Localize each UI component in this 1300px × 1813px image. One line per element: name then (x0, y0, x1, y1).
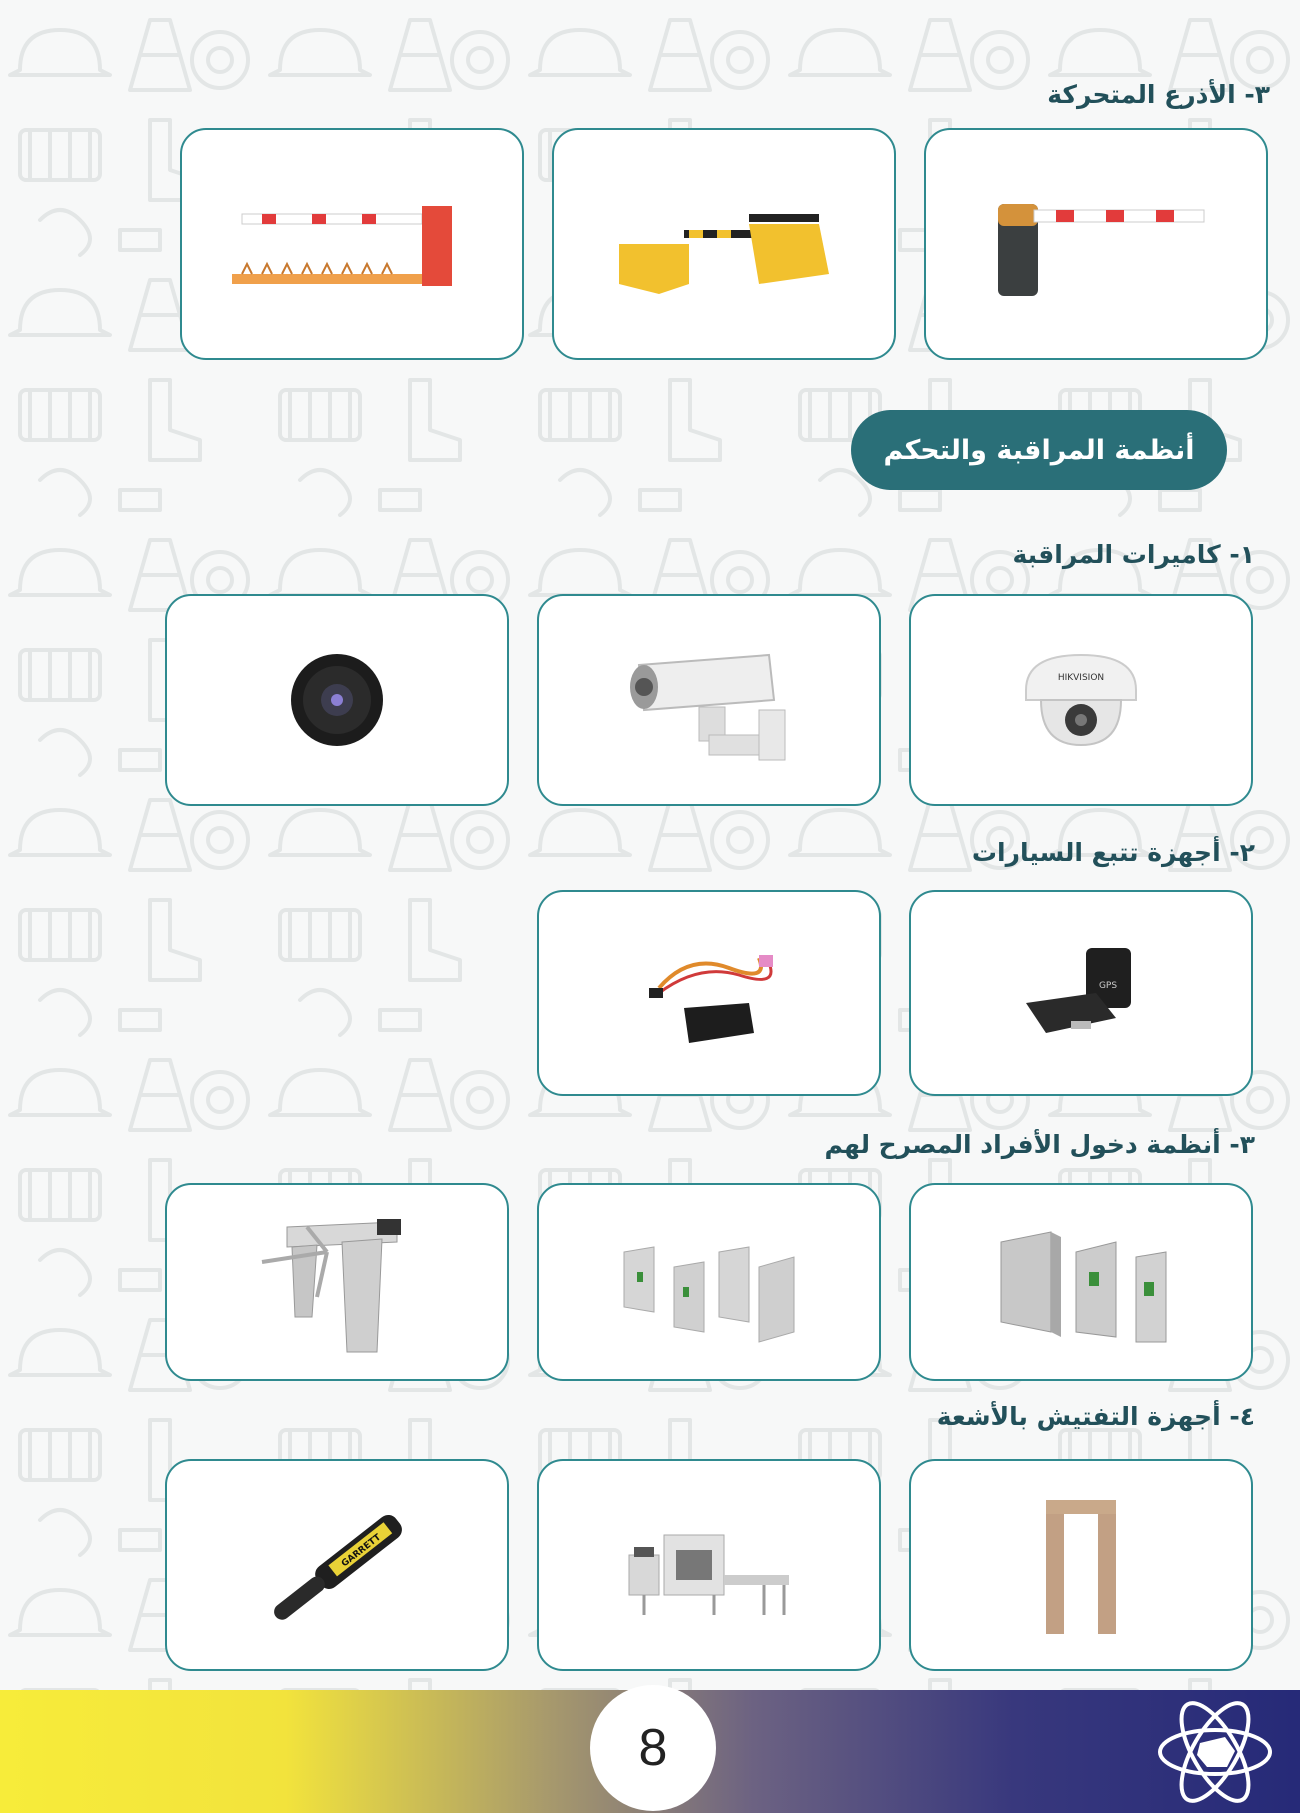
page-number: 8 (590, 1685, 716, 1811)
mini-camera-image (282, 645, 392, 755)
product-card-barrier-bollard (924, 128, 1268, 360)
spike-barrier-image (222, 184, 482, 304)
product-card-swing-gate (537, 1183, 881, 1381)
access-heading: ٣- أنظمة دخول الأفراد المصرح لهم (824, 1130, 1255, 1159)
product-card-barrier-manual (552, 128, 896, 360)
product-card-gps-tracker-a (909, 890, 1253, 1096)
vehicle-tracker-image (629, 933, 789, 1053)
product-card-bullet-camera (537, 594, 881, 806)
bullet-camera-image (619, 635, 799, 765)
product-card-barrier-spike (180, 128, 524, 360)
atom-map-logo-icon (1155, 1693, 1275, 1811)
product-card-handheld-detector (165, 1459, 509, 1671)
tripod-turnstile-image (247, 1207, 427, 1357)
xray-scanner-image (614, 1505, 804, 1625)
product-card-mini-camera (165, 594, 509, 806)
manual-barrier-image (599, 184, 849, 304)
product-card-tripod-turnstile (165, 1183, 509, 1381)
product-card-dome-camera (909, 594, 1253, 806)
section-pill-surveillance: أنظمة المراقبة والتحكم (851, 410, 1227, 490)
barriers-heading: ٣- الأذرع المتحركة (1047, 80, 1270, 109)
swing-gate-image (609, 1212, 809, 1352)
walkthrough-detector-image (1036, 1490, 1126, 1640)
gps-tracker-image (1011, 933, 1151, 1053)
xray-heading: ٤- أجهزة التفتيش بالأشعة (936, 1402, 1255, 1431)
product-card-xray-scanner (537, 1459, 881, 1671)
handheld-detector-image (252, 1500, 422, 1630)
dome-camera-brand: HIKVISION (1057, 673, 1105, 683)
product-card-walkthrough-detector (909, 1459, 1253, 1671)
trackers-heading: ٢- أجهزة تتبع السيارات (971, 838, 1255, 867)
product-card-gps-tracker-b (537, 890, 881, 1096)
cameras-heading: ١- كاميرات المراقبة (1012, 540, 1255, 569)
gps-label: GPS (1098, 981, 1118, 991)
dome-camera-image (1011, 640, 1151, 760)
barrier-arm-image (976, 184, 1216, 304)
flap-gate-image (981, 1212, 1181, 1352)
wand-brand: GARRETT (339, 1532, 384, 1570)
product-card-flap-gate (909, 1183, 1253, 1381)
